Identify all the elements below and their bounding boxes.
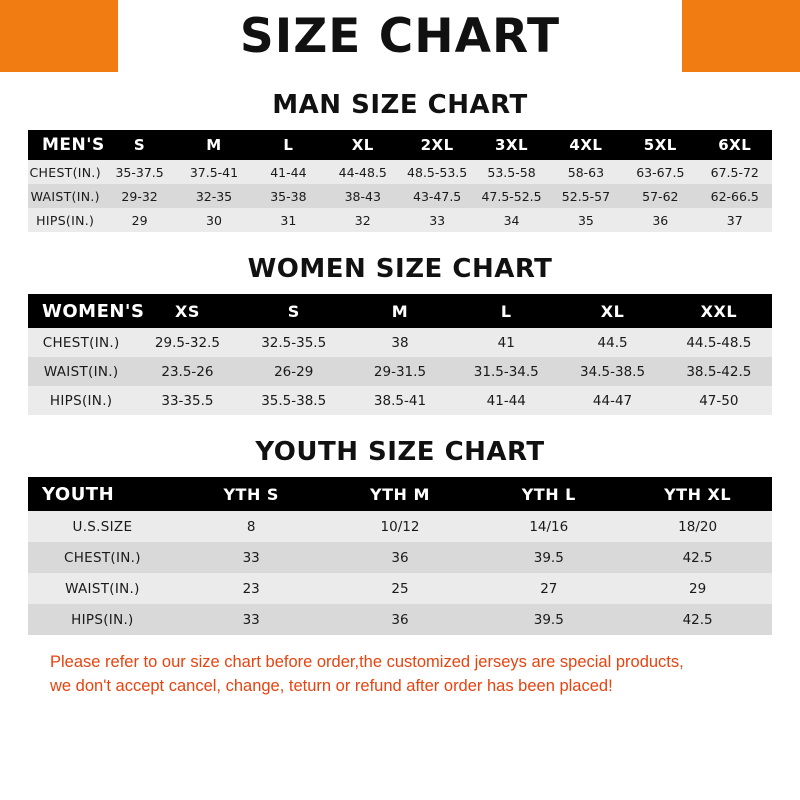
women-header-xxl: XXL: [700, 301, 738, 321]
men-chest-xl: 44-48.5: [338, 164, 387, 180]
men-hips-label: HIPS(IN.): [36, 212, 95, 228]
youth-hips-l: 39.5: [533, 611, 564, 628]
men-header-5xl: 5XL: [643, 136, 677, 154]
youth-chest-l: 39.5: [533, 549, 564, 566]
men-chest-4xl: 58-63: [567, 164, 605, 180]
youth-chest-s: 33: [242, 549, 260, 566]
youth-waist-l: 27: [540, 580, 558, 597]
women-waist-xl: 34.5-38.5: [580, 363, 646, 380]
youth-header-xl: YTH XL: [664, 484, 732, 504]
men-hips-s: 29: [131, 212, 148, 228]
men-hips-6xl: 37: [726, 212, 743, 228]
men-hips-5xl: 36: [652, 212, 669, 228]
men-section-title: MAN SIZE CHART: [272, 90, 528, 120]
youth-section-title: YOUTH SIZE CHART: [255, 437, 545, 467]
table-row: [28, 208, 772, 232]
youth-waist-xl: 29: [689, 580, 707, 597]
table-row: [28, 386, 772, 415]
women-header-label: WOMEN'S: [42, 300, 145, 322]
women-hips-s: 35.5-38.5: [261, 392, 327, 409]
women-hips-xs: 33-35.5: [161, 392, 214, 409]
men-chest-label: CHEST(IN.): [29, 164, 101, 180]
men-header-xl: XL: [351, 136, 374, 154]
youth-ussize-label: U.S.SIZE: [72, 518, 133, 535]
policy-note-line2: we don't accept cancel, change, teturn or refund after order has been placed!: [50, 676, 613, 695]
page-title: SIZE CHART: [239, 8, 561, 64]
women-hips-m: 38.5-41: [373, 392, 427, 409]
women-waist-l: 31.5-34.5: [473, 363, 539, 380]
women-size-table: [28, 294, 772, 415]
table-row: [28, 357, 772, 386]
women-waist-s: 26-29: [274, 363, 314, 380]
men-chest-6xl: 67.5-72: [710, 164, 759, 180]
men-chest-l: 41-44: [270, 164, 307, 180]
youth-waist-m: 25: [391, 580, 409, 597]
youth-chest-xl: 42.5: [682, 549, 713, 566]
men-hips-l: 31: [280, 212, 297, 228]
youth-waist-s: 23: [242, 580, 260, 597]
women-chest-m: 38: [391, 334, 409, 351]
men-waist-s: 29-32: [121, 188, 158, 204]
youth-ussize-xl: 18/20: [678, 518, 718, 535]
men-hips-3xl: 34: [503, 212, 520, 228]
women-header-s: S: [287, 301, 300, 321]
table-header-row: [28, 294, 772, 328]
table-row: [28, 328, 772, 357]
men-waist-label: WAIST(IN.): [30, 188, 100, 204]
youth-hips-xl: 42.5: [682, 611, 713, 628]
table-row: [28, 573, 772, 604]
women-hips-xl: 44-47: [592, 392, 633, 409]
men-waist-3xl: 47.5-52.5: [481, 188, 542, 204]
men-chest-m: 37.5-41: [189, 164, 239, 180]
table-row: [28, 511, 772, 542]
women-chest-xs: 29.5-32.5: [154, 334, 220, 351]
women-waist-xs: 23.5-26: [161, 363, 214, 380]
men-header-l: L: [283, 136, 294, 154]
men-chest-5xl: 63-67.5: [636, 164, 685, 180]
men-hips-xl: 32: [354, 212, 371, 228]
policy-note: [50, 651, 750, 699]
women-section-title: WOMEN SIZE CHART: [247, 254, 553, 284]
table-row: [28, 542, 772, 573]
youth-hips-s: 33: [242, 611, 260, 628]
men-hips-2xl: 33: [429, 212, 446, 228]
men-header-3xl: 3XL: [495, 136, 529, 154]
women-waist-label: WAIST(IN.): [43, 363, 119, 380]
youth-header-label: YOUTH: [42, 483, 115, 505]
men-header-label: MEN'S: [42, 135, 105, 155]
men-hips-m: 30: [206, 212, 222, 228]
table-header-row: [28, 130, 772, 160]
women-chest-xxl: 44.5-48.5: [686, 334, 752, 351]
men-waist-l: 35-38: [270, 188, 307, 204]
youth-waist-label: WAIST(IN.): [65, 580, 140, 597]
table-row: [28, 160, 772, 184]
women-header-xs: XS: [174, 301, 200, 321]
youth-size-table: [28, 477, 772, 635]
men-header-m: M: [206, 136, 222, 154]
youth-ussize-m: 10/12: [380, 518, 420, 535]
table-row: [28, 184, 772, 208]
women-waist-m: 29-31.5: [373, 363, 427, 380]
youth-ussize-l: 14/16: [529, 518, 569, 535]
header-banner: [0, 0, 800, 72]
women-chest-xl: 44.5: [597, 334, 628, 351]
women-chest-s: 32.5-35.5: [261, 334, 327, 351]
content-area: [0, 90, 800, 699]
youth-hips-label: HIPS(IN.): [71, 611, 134, 628]
men-size-table: [28, 130, 772, 232]
youth-ussize-s: 8: [246, 518, 256, 535]
men-waist-m: 32-35: [195, 188, 233, 204]
men-waist-xl: 38-43: [344, 188, 381, 204]
women-hips-label: HIPS(IN.): [49, 392, 113, 409]
women-waist-xxl: 38.5-42.5: [686, 363, 752, 380]
women-header-l: L: [500, 301, 512, 321]
women-header-xl: XL: [600, 301, 625, 321]
women-chest-l: 41: [497, 334, 515, 351]
women-header-m: M: [391, 301, 409, 321]
men-chest-2xl: 48.5-53.5: [407, 164, 468, 180]
men-header-s: S: [133, 136, 146, 154]
men-chest-3xl: 53.5-58: [487, 164, 536, 180]
policy-note-line1: Please refer to our size chart before order,the customized jerseys are special products,: [50, 653, 684, 671]
women-hips-l: 41-44: [486, 392, 526, 409]
men-waist-4xl: 52.5-57: [561, 188, 611, 204]
men-hips-4xl: 35: [577, 212, 594, 228]
youth-chest-m: 36: [391, 549, 409, 566]
table-row: [28, 604, 772, 635]
youth-chest-label: CHEST(IN.): [63, 549, 141, 566]
youth-hips-m: 36: [391, 611, 409, 628]
men-waist-6xl: 62-66.5: [710, 188, 759, 204]
men-header-2xl: 2XL: [420, 136, 454, 154]
women-hips-xxl: 47-50: [699, 392, 739, 409]
youth-header-s: YTH S: [223, 484, 279, 504]
men-chest-s: 35-37.5: [115, 164, 164, 180]
men-waist-2xl: 43-47.5: [413, 188, 462, 204]
youth-header-m: YTH M: [370, 484, 430, 504]
women-chest-label: CHEST(IN.): [42, 334, 120, 351]
men-header-6xl: 6XL: [718, 136, 752, 154]
header-banner-inner: [118, 0, 682, 72]
men-header-4xl: 4XL: [569, 136, 603, 154]
youth-header-l: YTH L: [521, 484, 576, 504]
table-header-row: [28, 477, 772, 511]
men-waist-5xl: 57-62: [642, 188, 679, 204]
